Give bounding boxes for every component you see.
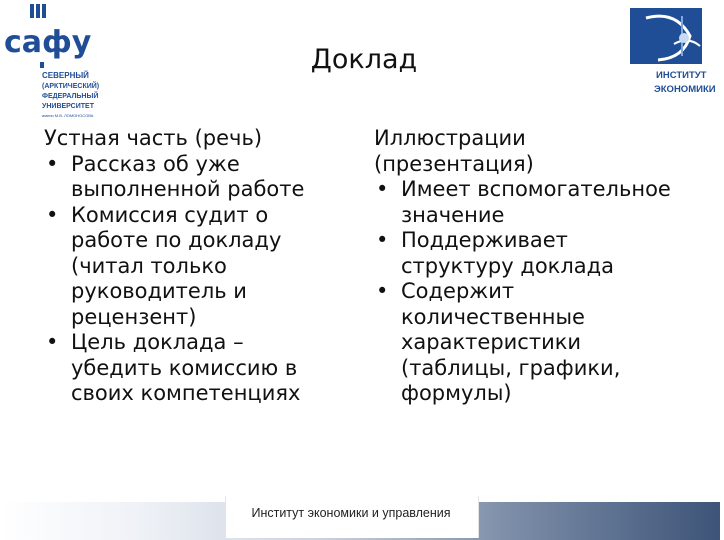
svg-text:ИНСТИТУТ: ИНСТИТУТ xyxy=(656,70,707,81)
list-item: • Имеет вспомогательное значение xyxy=(374,177,674,228)
footer-text: Институт экономики и управления xyxy=(251,506,451,520)
oral-part-column xyxy=(44,126,334,407)
column-heading: Иллюстрации (презентация) xyxy=(374,126,534,176)
svg-text:сафу: сафу xyxy=(4,25,92,60)
list-item: • Поддерживает структуру доклада xyxy=(374,228,674,279)
bullet-list xyxy=(374,177,674,407)
svg-text:ЭКОНОМИКИ: ЭКОНОМИКИ xyxy=(654,84,716,95)
list-item: • Рассказ об уже выполненной работе xyxy=(44,152,334,203)
svg-text:имени М.В. ЛОМОНОСОВА: имени М.В. ЛОМОНОСОВА xyxy=(42,113,94,118)
list-item: • Содержит количественные характеристики (таблицы, графики, формулы) xyxy=(374,279,674,407)
svg-text:УНИВЕРСИТЕТ: УНИВЕРСИТЕТ xyxy=(42,103,94,110)
svg-text:ФЕДЕРАЛЬНЫЙ: ФЕДЕРАЛЬНЫЙ xyxy=(42,93,99,100)
svg-text:СЕВЕРНЫЙ: СЕВЕРНЫЙ xyxy=(42,71,89,80)
slide-title: Доклад xyxy=(310,44,418,75)
bullet-list xyxy=(44,152,334,407)
list-item: • Комиссия судит о работе по докладу (читал только руководитель и рецензент) xyxy=(44,203,334,331)
illustrations-column xyxy=(374,126,674,407)
list-item: • Цель доклада – убедить комиссию в своих компетенциях xyxy=(44,330,334,407)
svg-text:(АРКТИЧЕСКИЙ): (АРКТИЧЕСКИЙ) xyxy=(42,83,100,90)
column-heading: Устная часть (речь) xyxy=(44,126,263,150)
